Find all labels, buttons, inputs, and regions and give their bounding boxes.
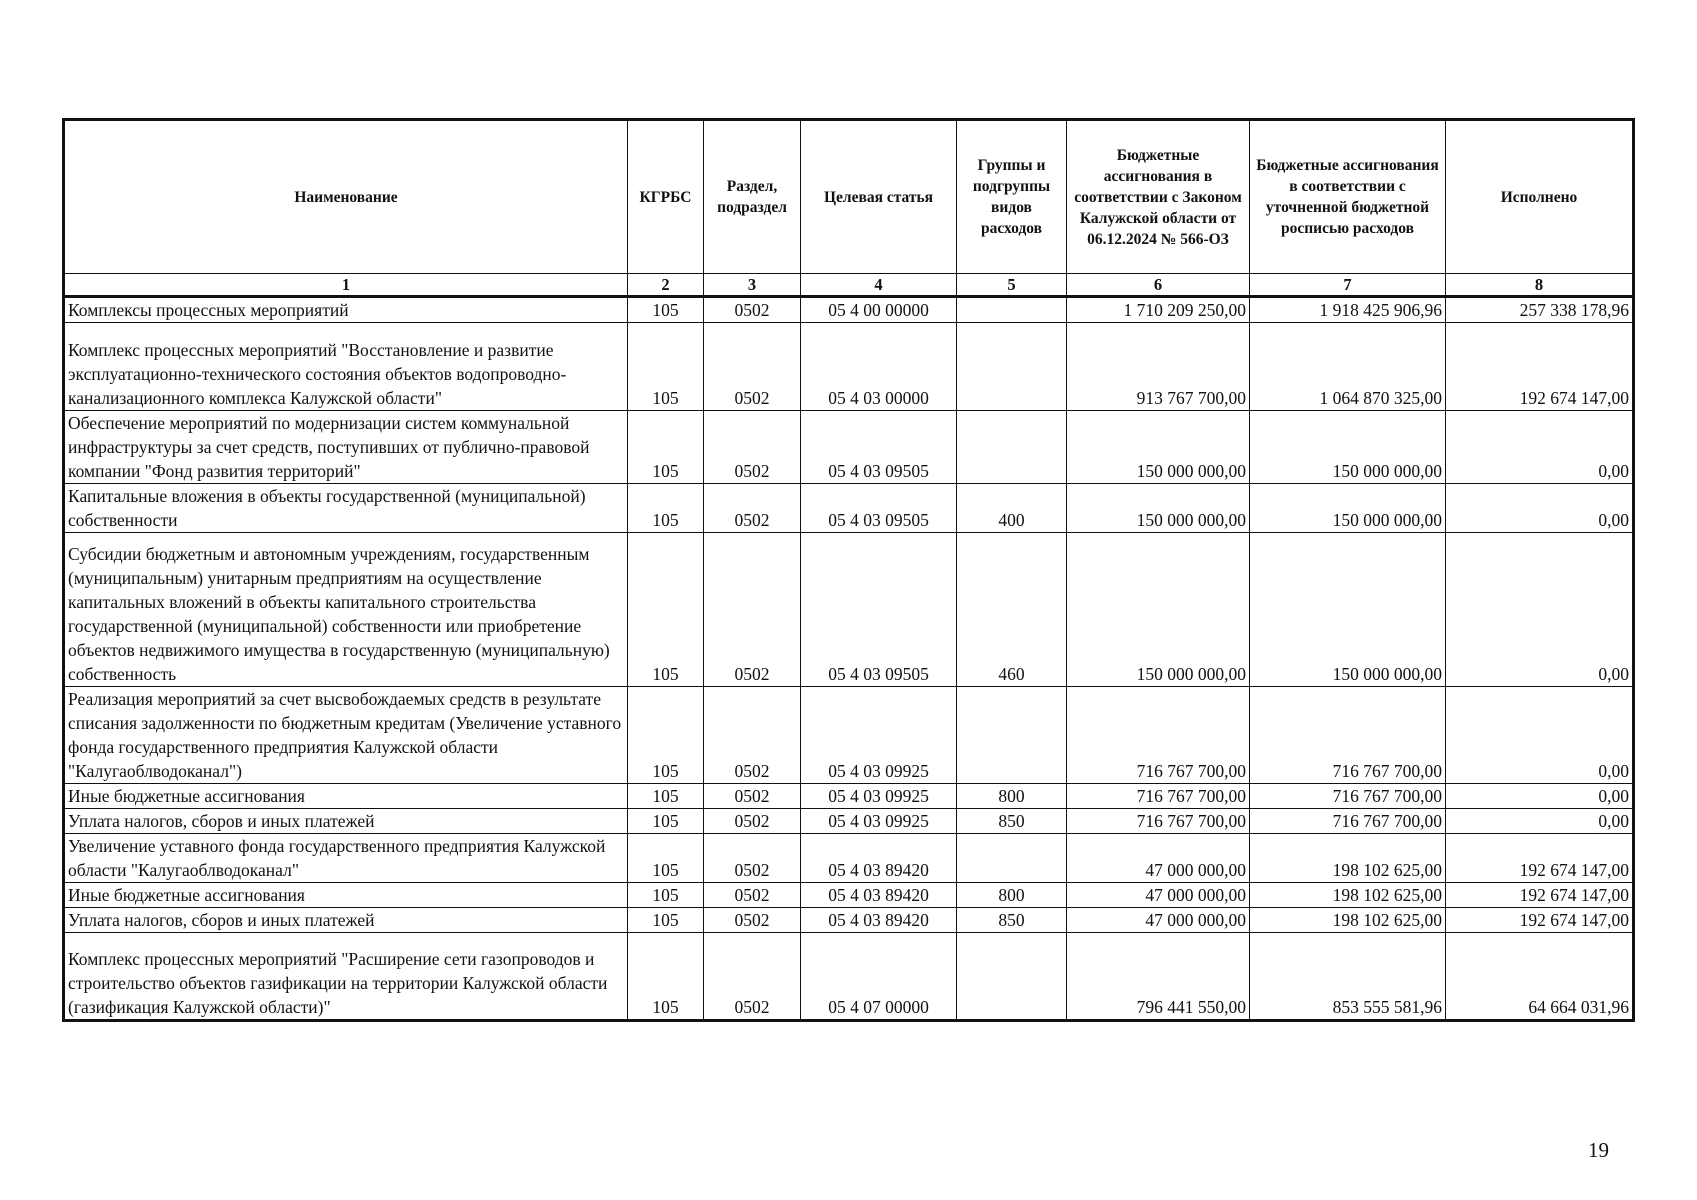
table-row xyxy=(64,411,1634,484)
row-refined-amount: 1 064 870 325,00 xyxy=(1250,323,1446,411)
row-name: Комплексы процессных мероприятий xyxy=(64,297,628,323)
row-refined-amount: 198 102 625,00 xyxy=(1250,908,1446,933)
column-number: 4 xyxy=(801,274,957,297)
budget-table xyxy=(62,118,1635,1022)
column-number: 3 xyxy=(704,274,801,297)
row-name: Иные бюджетные ассигнования xyxy=(64,784,628,809)
column-number-row xyxy=(64,274,1634,297)
row-target: 05 4 03 09505 xyxy=(801,484,957,533)
row-executed-amount: 0,00 xyxy=(1446,411,1634,484)
table-row xyxy=(64,834,1634,883)
row-target: 05 4 07 00000 xyxy=(801,933,957,1021)
row-section: 0502 xyxy=(704,297,801,323)
row-kgrbs: 105 xyxy=(628,784,704,809)
row-kgrbs: 105 xyxy=(628,933,704,1021)
row-kgrbs: 105 xyxy=(628,484,704,533)
row-refined-amount: 150 000 000,00 xyxy=(1250,484,1446,533)
row-executed-amount: 0,00 xyxy=(1446,784,1634,809)
row-refined-amount: 150 000 000,00 xyxy=(1250,533,1446,687)
row-group xyxy=(957,933,1067,1021)
row-executed-amount: 192 674 147,00 xyxy=(1446,883,1634,908)
row-kgrbs: 105 xyxy=(628,809,704,834)
row-group xyxy=(957,411,1067,484)
table-row xyxy=(64,809,1634,834)
row-executed-amount: 192 674 147,00 xyxy=(1446,834,1634,883)
row-kgrbs: 105 xyxy=(628,883,704,908)
column-number: 5 xyxy=(957,274,1067,297)
row-refined-amount: 716 767 700,00 xyxy=(1250,784,1446,809)
row-law-amount: 716 767 700,00 xyxy=(1067,784,1250,809)
row-refined-amount: 150 000 000,00 xyxy=(1250,411,1446,484)
row-refined-amount: 198 102 625,00 xyxy=(1250,834,1446,883)
row-law-amount: 47 000 000,00 xyxy=(1067,883,1250,908)
table-row xyxy=(64,784,1634,809)
table-row xyxy=(64,323,1634,411)
table-row xyxy=(64,687,1634,784)
row-refined-amount: 716 767 700,00 xyxy=(1250,809,1446,834)
row-group: 800 xyxy=(957,784,1067,809)
row-group xyxy=(957,323,1067,411)
row-kgrbs: 105 xyxy=(628,323,704,411)
row-section: 0502 xyxy=(704,809,801,834)
row-name: Увеличение уставного фонда государственного предприятия Калужской области "Калугаоблводоканал" xyxy=(64,834,628,883)
row-executed-amount: 257 338 178,96 xyxy=(1446,297,1634,323)
row-name: Капитальные вложения в объекты государственной (муниципальной) собственности xyxy=(64,484,628,533)
row-law-amount: 150 000 000,00 xyxy=(1067,533,1250,687)
row-law-amount: 47 000 000,00 xyxy=(1067,834,1250,883)
row-law-amount: 47 000 000,00 xyxy=(1067,908,1250,933)
row-refined-amount: 198 102 625,00 xyxy=(1250,883,1446,908)
row-law-amount: 716 767 700,00 xyxy=(1067,687,1250,784)
row-section: 0502 xyxy=(704,484,801,533)
column-number: 8 xyxy=(1446,274,1634,297)
row-executed-amount: 192 674 147,00 xyxy=(1446,323,1634,411)
row-target: 05 4 03 89420 xyxy=(801,834,957,883)
row-section: 0502 xyxy=(704,933,801,1021)
row-name: Комплекс процессных мероприятий "Восстановление и развитие эксплуатационно-технического состояния объектов водопроводно-канализационного комплекса Калужской области" xyxy=(64,323,628,411)
row-executed-amount: 192 674 147,00 xyxy=(1446,908,1634,933)
row-kgrbs: 105 xyxy=(628,411,704,484)
header-refined: Бюджетные ассигнования в соответствии с уточненной бюджетной росписью расходов xyxy=(1250,120,1446,274)
row-name: Обеспечение мероприятий по модернизации систем коммунальной инфраструктуры за счет средств, поступивших от публично-правовой компании "Фонд развития территорий" xyxy=(64,411,628,484)
row-law-amount: 1 710 209 250,00 xyxy=(1067,297,1250,323)
row-target: 05 4 03 09505 xyxy=(801,411,957,484)
row-kgrbs: 105 xyxy=(628,908,704,933)
table-row xyxy=(64,933,1634,1021)
row-refined-amount: 716 767 700,00 xyxy=(1250,687,1446,784)
row-name: Реализация мероприятий за счет высвобождаемых средств в результате списания задолженности по бюджетным кредитам (Увеличение уставного фонда государственного предприятия Калужской области "Калугаоблводоканал") xyxy=(64,687,628,784)
row-name: Уплата налогов, сборов и иных платежей xyxy=(64,908,628,933)
header-section: Раздел, подраздел xyxy=(704,120,801,274)
page-number: 19 xyxy=(1588,1138,1609,1162)
row-target: 05 4 00 00000 xyxy=(801,297,957,323)
row-law-amount: 796 441 550,00 xyxy=(1067,933,1250,1021)
row-law-amount: 716 767 700,00 xyxy=(1067,809,1250,834)
table-row xyxy=(64,533,1634,687)
row-executed-amount: 64 664 031,96 xyxy=(1446,933,1634,1021)
row-group: 850 xyxy=(957,908,1067,933)
row-name: Субсидии бюджетным и автономным учреждениям, государственным (муниципальным) унитарным предприятиям на осуществление капитальных вложений в объекты капитального строительства государственной (муниципальной) собственности или приобретение объектов недвижимого имущества в государственную (муниципальную) собственность xyxy=(64,533,628,687)
column-number: 1 xyxy=(64,274,628,297)
table-row xyxy=(64,297,1634,323)
row-kgrbs: 105 xyxy=(628,834,704,883)
row-law-amount: 150 000 000,00 xyxy=(1067,411,1250,484)
table-row xyxy=(64,484,1634,533)
row-group: 800 xyxy=(957,883,1067,908)
row-group: 460 xyxy=(957,533,1067,687)
row-executed-amount: 0,00 xyxy=(1446,687,1634,784)
row-kgrbs: 105 xyxy=(628,687,704,784)
row-target: 05 4 03 09925 xyxy=(801,687,957,784)
header-name: Наименование xyxy=(64,120,628,274)
row-section: 0502 xyxy=(704,834,801,883)
row-target: 05 4 03 09505 xyxy=(801,533,957,687)
row-target: 05 4 03 00000 xyxy=(801,323,957,411)
table-row xyxy=(64,883,1634,908)
row-executed-amount: 0,00 xyxy=(1446,484,1634,533)
header-law: Бюджетные ассигнования в соответствии с Законом Калужской области от 06.12.2024 № 566-ОЗ xyxy=(1067,120,1250,274)
row-executed-amount: 0,00 xyxy=(1446,809,1634,834)
row-name: Уплата налогов, сборов и иных платежей xyxy=(64,809,628,834)
row-refined-amount: 853 555 581,96 xyxy=(1250,933,1446,1021)
header-executed: Исполнено xyxy=(1446,120,1634,274)
row-section: 0502 xyxy=(704,784,801,809)
row-group xyxy=(957,687,1067,784)
row-refined-amount: 1 918 425 906,96 xyxy=(1250,297,1446,323)
row-name: Иные бюджетные ассигнования xyxy=(64,883,628,908)
header-group: Группы и подгруппы видов расходов xyxy=(957,120,1067,274)
row-law-amount: 150 000 000,00 xyxy=(1067,484,1250,533)
row-target: 05 4 03 89420 xyxy=(801,883,957,908)
row-section: 0502 xyxy=(704,687,801,784)
row-name: Комплекс процессных мероприятий "Расширение сети газопроводов и строительство объектов газификации на территории Калужской области (газификация Калужской области)" xyxy=(64,933,628,1021)
column-number: 6 xyxy=(1067,274,1250,297)
row-section: 0502 xyxy=(704,883,801,908)
column-number: 2 xyxy=(628,274,704,297)
row-group: 850 xyxy=(957,809,1067,834)
row-group: 400 xyxy=(957,484,1067,533)
row-section: 0502 xyxy=(704,908,801,933)
header-kgrbs: КГРБС xyxy=(628,120,704,274)
row-executed-amount: 0,00 xyxy=(1446,533,1634,687)
row-kgrbs: 105 xyxy=(628,297,704,323)
row-section: 0502 xyxy=(704,533,801,687)
row-target: 05 4 03 09925 xyxy=(801,809,957,834)
row-group xyxy=(957,834,1067,883)
row-section: 0502 xyxy=(704,323,801,411)
row-target: 05 4 03 89420 xyxy=(801,908,957,933)
row-kgrbs: 105 xyxy=(628,533,704,687)
row-section: 0502 xyxy=(704,411,801,484)
header-target: Целевая статья xyxy=(801,120,957,274)
column-number: 7 xyxy=(1250,274,1446,297)
table-header-row xyxy=(64,120,1634,274)
row-group xyxy=(957,297,1067,323)
table-row xyxy=(64,908,1634,933)
row-law-amount: 913 767 700,00 xyxy=(1067,323,1250,411)
row-target: 05 4 03 09925 xyxy=(801,784,957,809)
table-body xyxy=(64,297,1634,1021)
